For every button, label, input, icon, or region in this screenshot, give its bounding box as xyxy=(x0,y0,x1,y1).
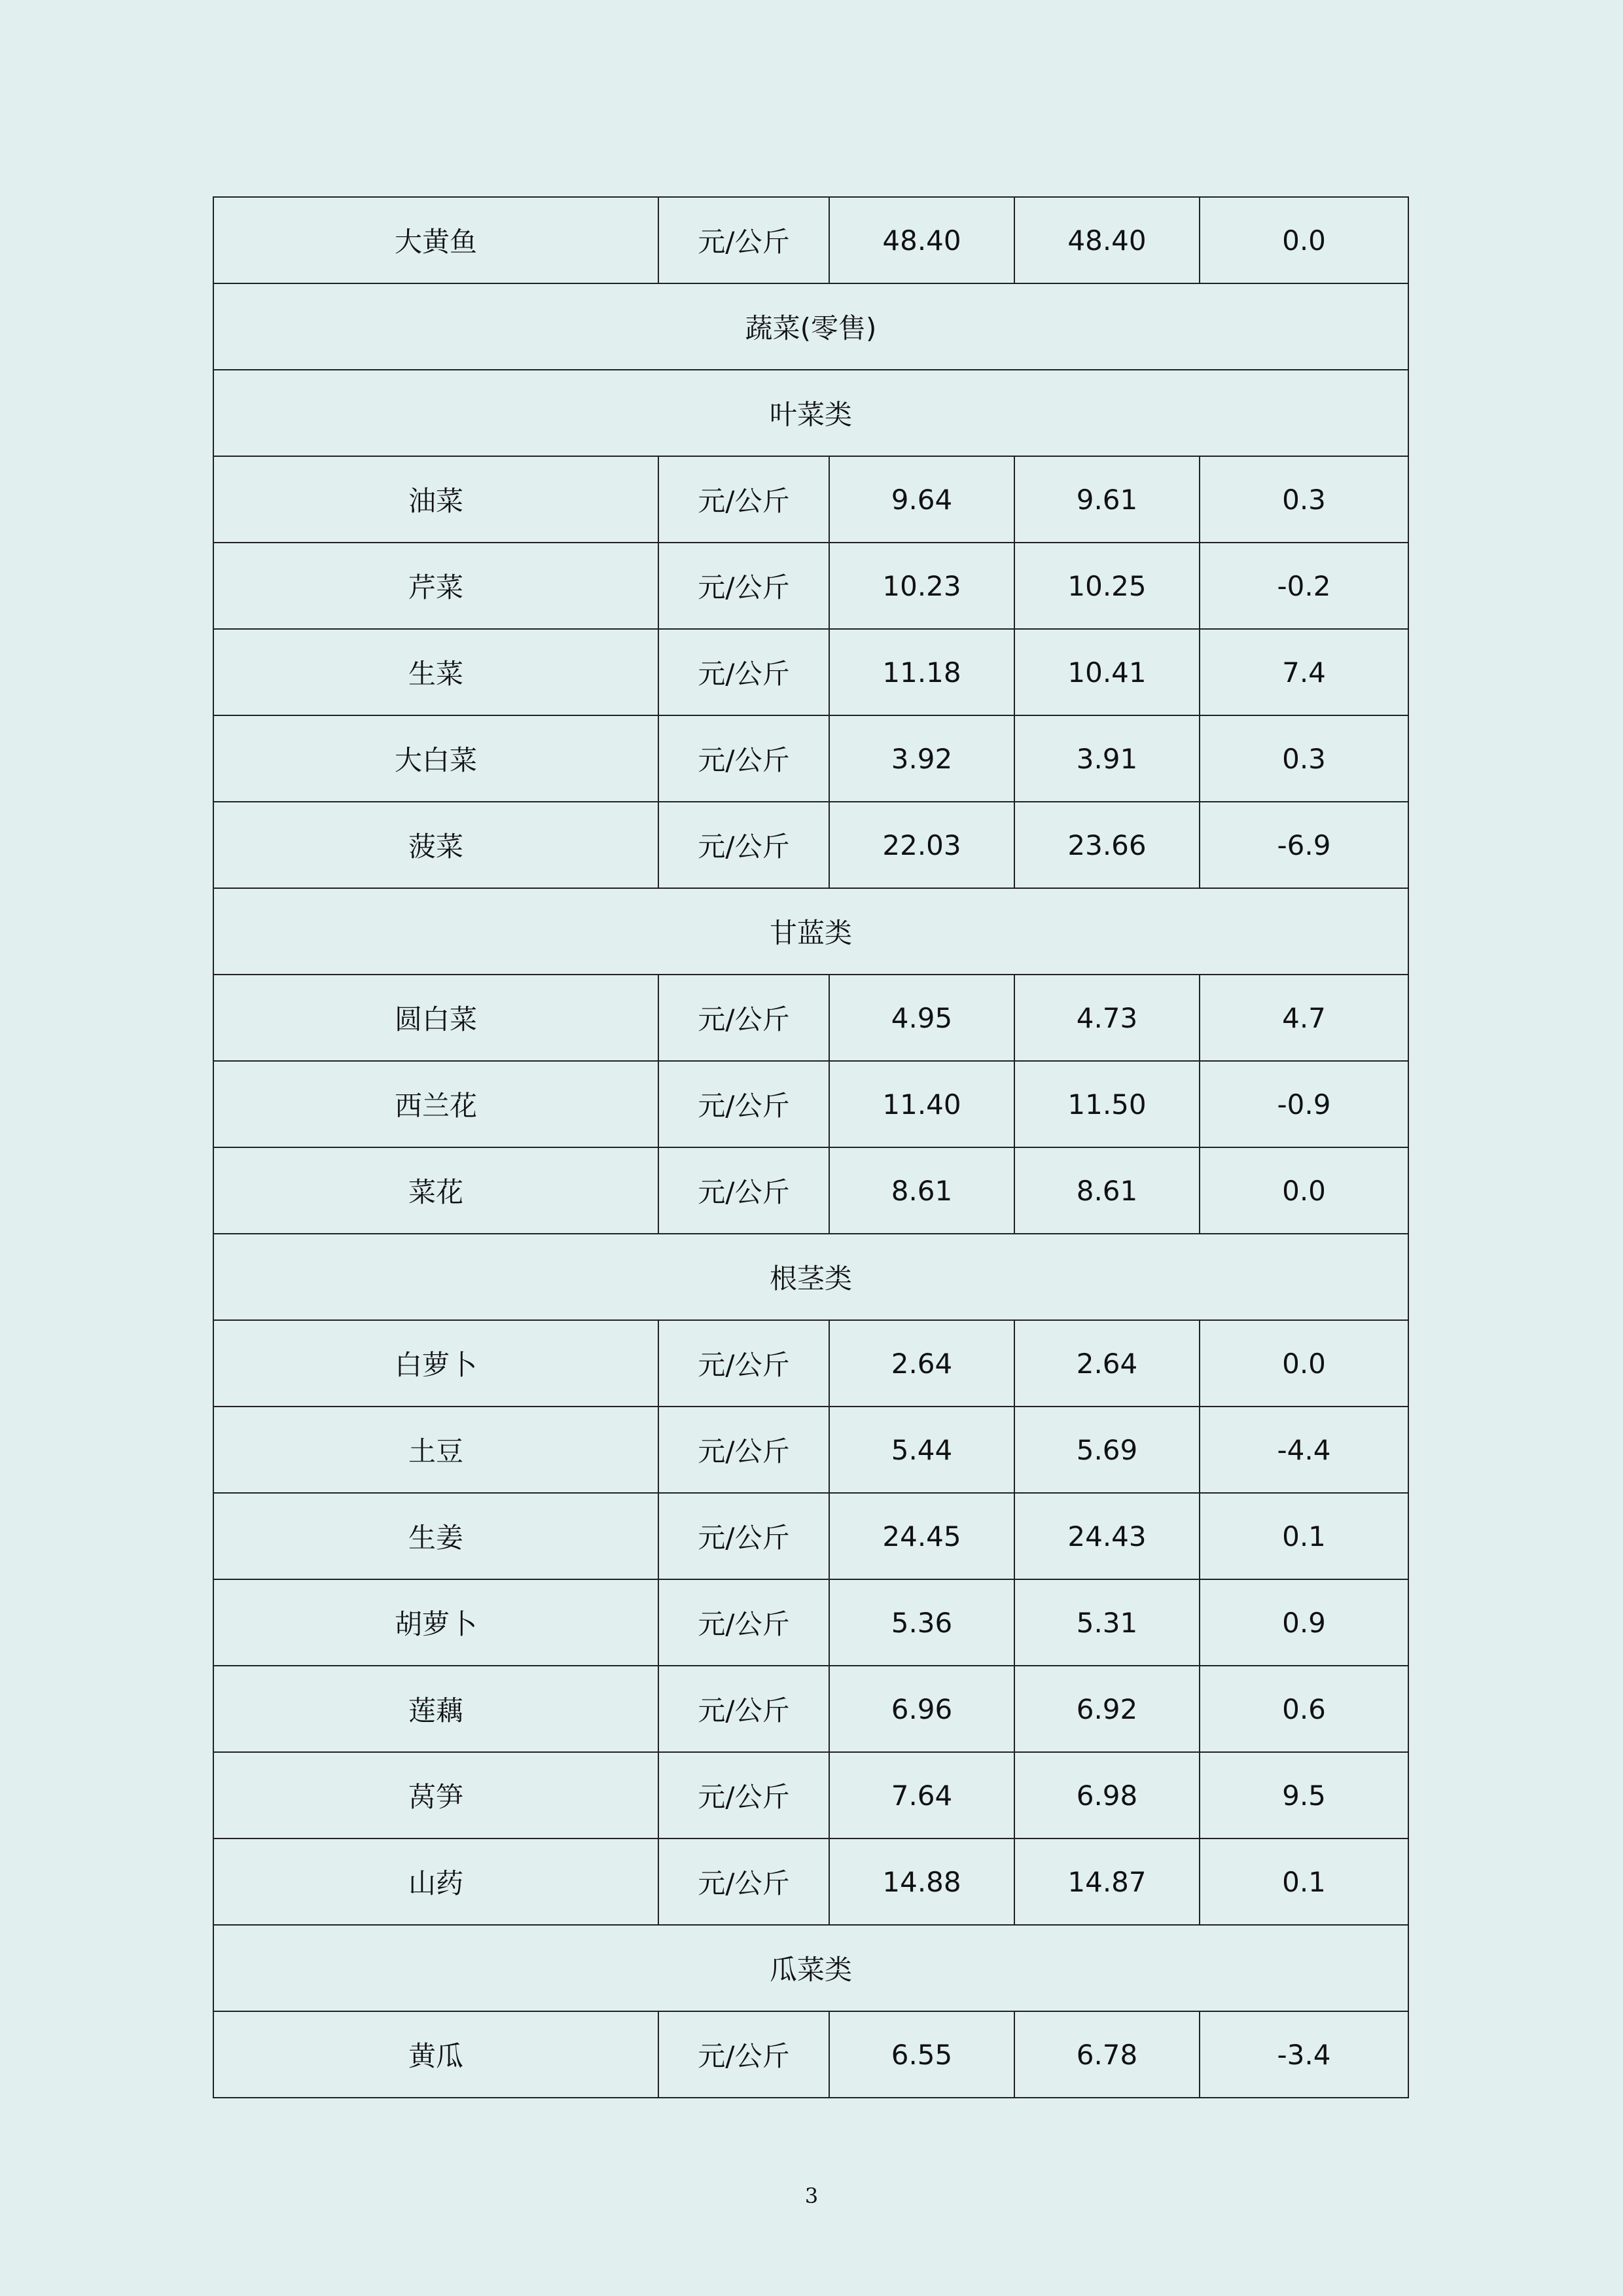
section-row xyxy=(213,283,1408,370)
change-percent-cell: -4.4 xyxy=(1200,1407,1408,1493)
previous-price-cell: 23.66 xyxy=(1014,802,1200,888)
unit-cell: 元/公斤 xyxy=(658,715,829,802)
unit-cell: 元/公斤 xyxy=(658,456,829,543)
table-row xyxy=(213,975,1408,1061)
unit-cell: 元/公斤 xyxy=(658,1061,829,1147)
table-row xyxy=(213,629,1408,715)
change-percent-cell: 7.4 xyxy=(1200,629,1408,715)
change-percent-cell: 0.6 xyxy=(1200,1666,1408,1752)
product-name-cell: 菠菜 xyxy=(213,802,658,888)
change-percent-cell: 0.0 xyxy=(1200,1147,1408,1234)
change-percent-cell: 4.7 xyxy=(1200,975,1408,1061)
section-row xyxy=(213,370,1408,456)
product-name-cell: 油菜 xyxy=(213,456,658,543)
current-price-cell: 8.61 xyxy=(829,1147,1014,1234)
change-percent-cell: 0.3 xyxy=(1200,715,1408,802)
current-price-cell: 22.03 xyxy=(829,802,1014,888)
current-price-cell: 6.96 xyxy=(829,1666,1014,1752)
product-name-cell: 黄瓜 xyxy=(213,2011,658,2098)
product-name-cell: 大黄鱼 xyxy=(213,197,658,283)
table-row xyxy=(213,1061,1408,1147)
product-name-cell: 莴笋 xyxy=(213,1752,658,1839)
current-price-cell: 4.95 xyxy=(829,975,1014,1061)
unit-cell: 元/公斤 xyxy=(658,629,829,715)
table-row xyxy=(213,456,1408,543)
page-number: 3 xyxy=(804,2183,819,2208)
previous-price-cell: 4.73 xyxy=(1014,975,1200,1061)
previous-price-cell: 3.91 xyxy=(1014,715,1200,802)
table-row xyxy=(213,1579,1408,1666)
product-name-cell: 土豆 xyxy=(213,1407,658,1493)
unit-cell: 元/公斤 xyxy=(658,2011,829,2098)
price-table-body xyxy=(213,197,1408,2098)
section-row xyxy=(213,888,1408,975)
table-row xyxy=(213,1320,1408,1407)
change-percent-cell: 0.0 xyxy=(1200,197,1408,283)
product-name-cell: 芹菜 xyxy=(213,543,658,629)
previous-price-cell: 14.87 xyxy=(1014,1839,1200,1925)
current-price-cell: 11.18 xyxy=(829,629,1014,715)
previous-price-cell: 10.25 xyxy=(1014,543,1200,629)
table-row xyxy=(213,1839,1408,1925)
table-row xyxy=(213,1752,1408,1839)
unit-cell: 元/公斤 xyxy=(658,543,829,629)
table-row xyxy=(213,543,1408,629)
change-percent-cell: -6.9 xyxy=(1200,802,1408,888)
table-row xyxy=(213,802,1408,888)
section-header-cell: 瓜菜类 xyxy=(213,1925,1408,2011)
change-percent-cell: 0.9 xyxy=(1200,1579,1408,1666)
current-price-cell: 2.64 xyxy=(829,1320,1014,1407)
unit-cell: 元/公斤 xyxy=(658,802,829,888)
table-row xyxy=(213,1407,1408,1493)
current-price-cell: 48.40 xyxy=(829,197,1014,283)
product-name-cell: 白萝卜 xyxy=(213,1320,658,1407)
current-price-cell: 24.45 xyxy=(829,1493,1014,1579)
unit-cell: 元/公斤 xyxy=(658,1666,829,1752)
previous-price-cell: 5.31 xyxy=(1014,1579,1200,1666)
previous-price-cell: 11.50 xyxy=(1014,1061,1200,1147)
change-percent-cell: 0.0 xyxy=(1200,1320,1408,1407)
previous-price-cell: 6.92 xyxy=(1014,1666,1200,1752)
previous-price-cell: 8.61 xyxy=(1014,1147,1200,1234)
table-row xyxy=(213,1147,1408,1234)
product-name-cell: 胡萝卜 xyxy=(213,1579,658,1666)
change-percent-cell: 9.5 xyxy=(1200,1752,1408,1839)
unit-cell: 元/公斤 xyxy=(658,1147,829,1234)
unit-cell: 元/公斤 xyxy=(658,1493,829,1579)
previous-price-cell: 6.78 xyxy=(1014,2011,1200,2098)
current-price-cell: 14.88 xyxy=(829,1839,1014,1925)
current-price-cell: 3.92 xyxy=(829,715,1014,802)
section-header-cell: 蔬菜(零售) xyxy=(213,283,1408,370)
previous-price-cell: 6.98 xyxy=(1014,1752,1200,1839)
product-name-cell: 生菜 xyxy=(213,629,658,715)
section-header-cell: 甘蓝类 xyxy=(213,888,1408,975)
current-price-cell: 7.64 xyxy=(829,1752,1014,1839)
previous-price-cell: 24.43 xyxy=(1014,1493,1200,1579)
table-row xyxy=(213,197,1408,283)
change-percent-cell: 0.3 xyxy=(1200,456,1408,543)
change-percent-cell: 0.1 xyxy=(1200,1839,1408,1925)
section-header-cell: 根茎类 xyxy=(213,1234,1408,1320)
product-name-cell: 生姜 xyxy=(213,1493,658,1579)
table-row xyxy=(213,1666,1408,1752)
previous-price-cell: 5.69 xyxy=(1014,1407,1200,1493)
previous-price-cell: 48.40 xyxy=(1014,197,1200,283)
unit-cell: 元/公斤 xyxy=(658,1839,829,1925)
current-price-cell: 11.40 xyxy=(829,1061,1014,1147)
change-percent-cell: -0.2 xyxy=(1200,543,1408,629)
price-table xyxy=(213,196,1409,2098)
unit-cell: 元/公斤 xyxy=(658,975,829,1061)
current-price-cell: 10.23 xyxy=(829,543,1014,629)
unit-cell: 元/公斤 xyxy=(658,1320,829,1407)
section-header-cell: 叶菜类 xyxy=(213,370,1408,456)
product-name-cell: 菜花 xyxy=(213,1147,658,1234)
product-name-cell: 莲藕 xyxy=(213,1666,658,1752)
previous-price-cell: 10.41 xyxy=(1014,629,1200,715)
current-price-cell: 5.36 xyxy=(829,1579,1014,1666)
product-name-cell: 圆白菜 xyxy=(213,975,658,1061)
change-percent-cell: 0.1 xyxy=(1200,1493,1408,1579)
current-price-cell: 9.64 xyxy=(829,456,1014,543)
table-row xyxy=(213,2011,1408,2098)
unit-cell: 元/公斤 xyxy=(658,197,829,283)
change-percent-cell: -3.4 xyxy=(1200,2011,1408,2098)
table-row xyxy=(213,715,1408,802)
section-row xyxy=(213,1925,1408,2011)
product-name-cell: 山药 xyxy=(213,1839,658,1925)
unit-cell: 元/公斤 xyxy=(658,1407,829,1493)
previous-price-cell: 9.61 xyxy=(1014,456,1200,543)
product-name-cell: 西兰花 xyxy=(213,1061,658,1147)
unit-cell: 元/公斤 xyxy=(658,1752,829,1839)
table-row xyxy=(213,1493,1408,1579)
previous-price-cell: 2.64 xyxy=(1014,1320,1200,1407)
change-percent-cell: -0.9 xyxy=(1200,1061,1408,1147)
unit-cell: 元/公斤 xyxy=(658,1579,829,1666)
current-price-cell: 5.44 xyxy=(829,1407,1014,1493)
section-row xyxy=(213,1234,1408,1320)
product-name-cell: 大白菜 xyxy=(213,715,658,802)
current-price-cell: 6.55 xyxy=(829,2011,1014,2098)
